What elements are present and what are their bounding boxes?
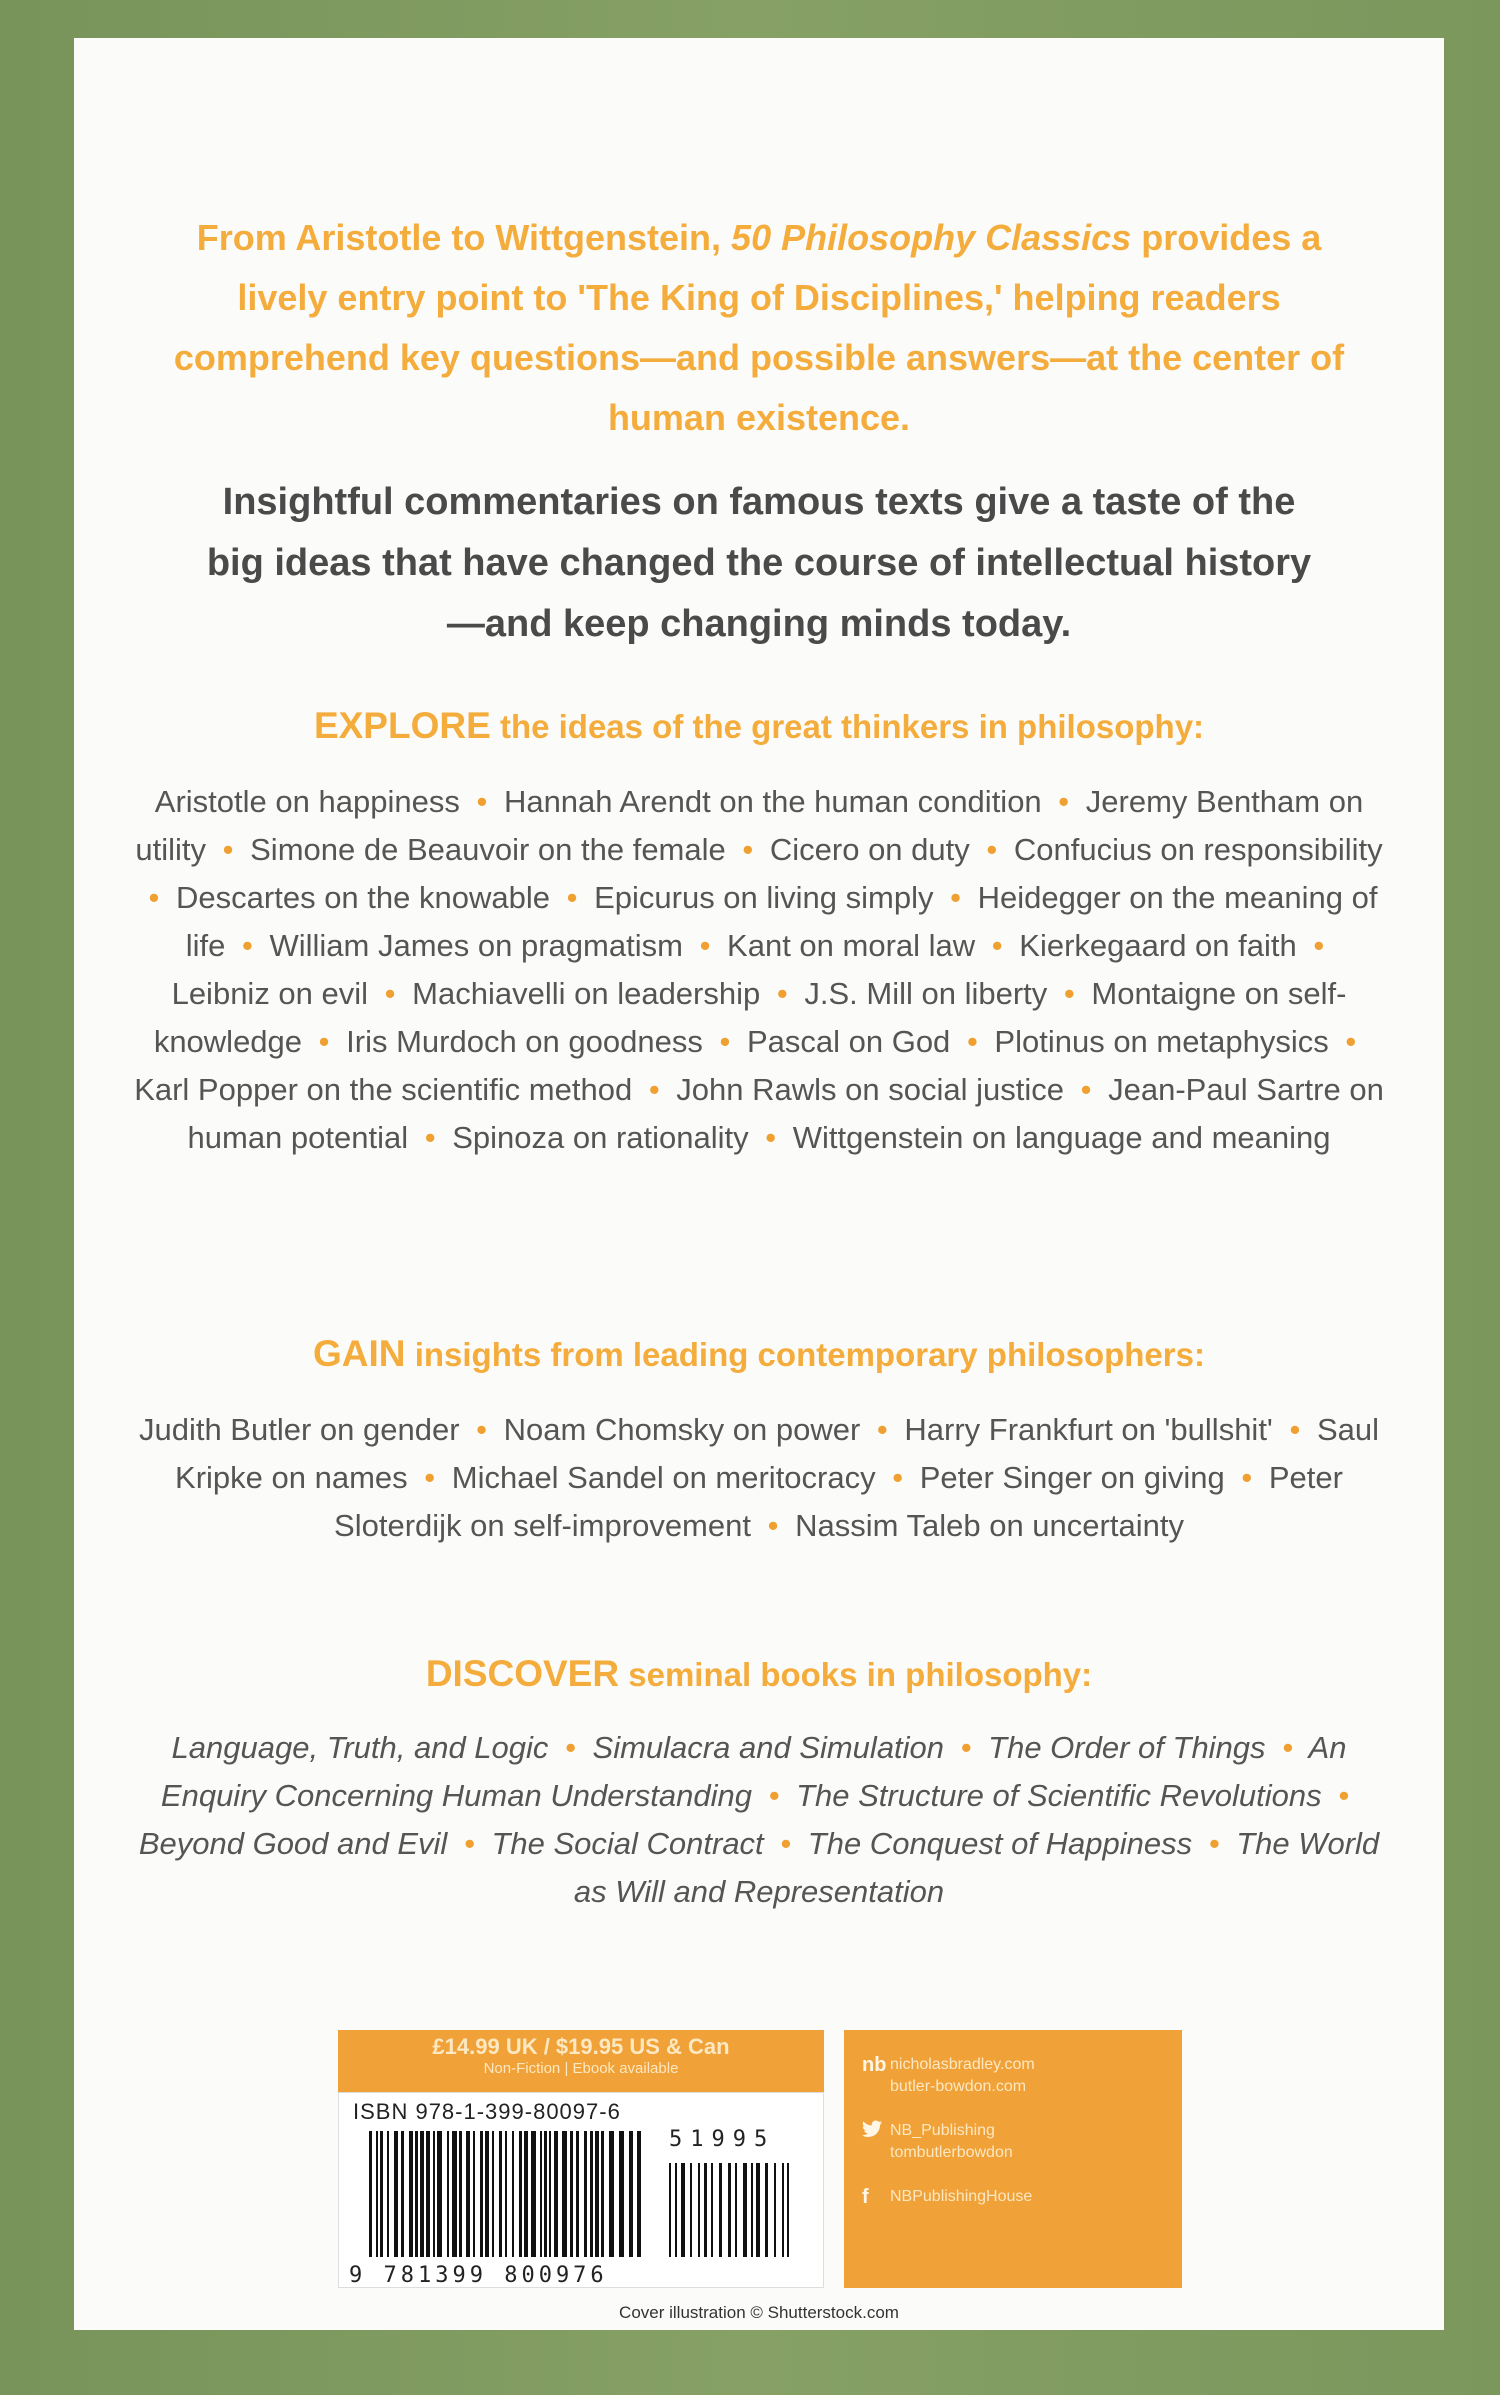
bullet-separator: • <box>742 832 754 867</box>
gain-keyword: GAIN <box>313 1333 406 1374</box>
barcode-addon-bar <box>681 2163 685 2257</box>
bullet-separator: • <box>699 928 711 963</box>
bullet-separator: • <box>719 1024 731 1059</box>
barcode-area <box>338 2092 824 2288</box>
discover-list <box>134 1724 1384 1916</box>
barcode-bar <box>466 2131 470 2257</box>
barcode-bar <box>576 2131 579 2257</box>
gain-heading <box>74 1332 1444 1377</box>
barcode-bar <box>380 2131 383 2257</box>
barcode-bar <box>544 2131 547 2257</box>
gain-list <box>134 1406 1384 1550</box>
list-item: Hannah Arendt on the human condition <box>503 784 1042 819</box>
list-item: William James on pragmatism <box>269 928 683 963</box>
bullet-separator: • <box>1208 1826 1220 1861</box>
bullet-separator: • <box>476 1412 488 1447</box>
list-item: Michael Sandel on meritocracy <box>451 1460 876 1495</box>
barcode-bar <box>387 2131 389 2257</box>
bullet-separator: • <box>1080 1072 1092 1107</box>
list-item: Kant on moral law <box>727 928 976 963</box>
barcode-addon-bar <box>735 2163 737 2257</box>
facebook-row <box>862 2186 1164 2209</box>
list-item: Aristotle on happiness <box>154 784 460 819</box>
barcode-addon-bar <box>765 2163 768 2257</box>
bullet-separator: • <box>1345 1024 1357 1059</box>
barcode-addon-bar <box>690 2163 692 2257</box>
list-item: Karl Popper on the scientific method <box>134 1072 633 1107</box>
list-item: Language, Truth, and Logic <box>171 1730 549 1765</box>
list-item: The Order of Things <box>988 1730 1266 1765</box>
list-item: Beyond Good and Evil <box>138 1826 448 1861</box>
barcode-bar <box>426 2131 430 2257</box>
discover-keyword: DISCOVER <box>425 1653 620 1694</box>
barcode-bar <box>549 2131 551 2257</box>
barcode-number: 9 781399 800976 <box>349 2263 608 2288</box>
list-item: Simone de Beauvoir on the female <box>250 832 726 867</box>
barcode-bar <box>570 2131 573 2257</box>
bullet-separator: • <box>242 928 253 963</box>
barcode-bar <box>562 2131 567 2257</box>
list-item: Machiavelli on leadership <box>412 976 761 1011</box>
barcode-bar <box>394 2131 398 2257</box>
bullet-separator: • <box>424 1120 436 1155</box>
bullet-separator: • <box>463 1826 475 1861</box>
bullet-separator: • <box>1282 1730 1294 1765</box>
list-item: Harry Frankfurt on 'bullshit' <box>904 1412 1273 1447</box>
barcode-addon-bar <box>774 2163 776 2257</box>
list-item: J.S. Mill on liberty <box>804 976 1048 1011</box>
facebook-page: NBPublishingHouse <box>890 2188 1033 2205</box>
discover-heading-text: seminal books in philosophy: <box>619 1656 1093 1693</box>
bullet-separator: • <box>960 1730 972 1765</box>
website-row <box>862 2054 1164 2098</box>
barcode-addon-number: 51995 <box>669 2127 776 2152</box>
barcode-bar <box>499 2131 502 2257</box>
barcode-bar <box>519 2131 522 2257</box>
barcode-bar <box>401 2131 404 2257</box>
barcode-bar <box>531 2131 536 2257</box>
explore-heading <box>74 704 1444 749</box>
barcode-addon-bar <box>719 2163 722 2257</box>
list-item: Pascal on God <box>746 1024 951 1059</box>
barcode-addon-bar <box>751 2163 753 2257</box>
barcode-bar <box>369 2131 372 2257</box>
list-item: Montaigne on self-knowledge <box>153 976 1347 1059</box>
barcode-addon-bar <box>728 2163 731 2257</box>
bullet-separator: • <box>566 880 578 915</box>
twitter-row <box>862 2120 1164 2164</box>
barcode-bar <box>505 2131 507 2257</box>
price: £14.99 UK / $19.95 US & Can <box>432 2034 730 2059</box>
list-item: Epicurus on living simply <box>594 880 934 915</box>
list-item: Descartes on the knowable <box>176 880 550 915</box>
bullet-separator: • <box>966 1024 978 1059</box>
list-item: Peter Sloterdijk on self-improvement <box>334 1460 1343 1543</box>
barcode-bar <box>492 2131 494 2257</box>
list-item: Jean-Paul Sartre on human potential <box>187 1072 1384 1155</box>
list-item: Simulacra and Simulation <box>592 1730 945 1765</box>
barcode-bar <box>415 2131 418 2257</box>
bullet-separator: • <box>765 1120 777 1155</box>
bullet-separator: • <box>1241 1460 1253 1495</box>
list-item: The Social Contract <box>491 1826 764 1861</box>
category: Non-Fiction | Ebook available <box>483 2060 679 2077</box>
barcode-bar <box>554 2131 558 2257</box>
list-item: The Structure of Scientific Revolutions <box>796 1778 1322 1813</box>
bullet-separator: • <box>892 1460 904 1495</box>
list-item: Kierkegaard on faith <box>1019 928 1297 963</box>
summary-text: Insightful commentaries on famous texts give a taste of the big ideas that have changed the course of intellectual history—and keep changing minds today. <box>206 481 1312 645</box>
list-item: Plotinus on metaphysics <box>994 1024 1329 1059</box>
twitter-icon <box>862 2120 890 2164</box>
website-icon: nb <box>862 2054 887 2076</box>
list-item: Iris Murdoch on goodness <box>346 1024 703 1059</box>
barcode-bar <box>524 2131 528 2257</box>
list-item: John Rawls on social justice <box>676 1072 1064 1107</box>
barcode-addon-bar <box>743 2163 747 2257</box>
cover-panel <box>74 38 1444 2330</box>
bullet-separator: • <box>648 1072 660 1107</box>
bullet-separator: • <box>876 1412 888 1447</box>
bullet-separator: • <box>768 1778 780 1813</box>
list-item: Noam Chomsky on power <box>503 1412 861 1447</box>
barcode-bar <box>447 2131 449 2257</box>
list-item: The Conquest of Happiness <box>807 1826 1193 1861</box>
intro-pre: From Aristotle to Wittgenstein, <box>196 217 732 258</box>
bullet-separator: • <box>1063 976 1075 1011</box>
bullet-separator: • <box>318 1024 330 1059</box>
barcode-bar <box>376 2131 378 2257</box>
website-2: butler-bowdon.com <box>890 2078 1027 2095</box>
barcode-bar <box>452 2131 457 2257</box>
bullet-separator: • <box>1338 1778 1350 1813</box>
isbn-label: ISBN 978-1-399-80097-6 <box>353 2099 621 2124</box>
gain-heading-text: insights from leading contemporary philosophers: <box>405 1336 1205 1373</box>
list-item: An Enquiry Concerning Human Understanding <box>160 1730 1347 1813</box>
barcode-bar <box>609 2131 614 2257</box>
intro-post: provides a lively entry point to 'The King of Disciplines,' helping readers comprehend key questions—and possible answers—at the center of human existence. <box>173 217 1345 438</box>
explore-heading-text: the ideas of the great thinkers in philosophy: <box>490 708 1205 745</box>
list-item: Heidegger on the meaning of life <box>185 880 1378 963</box>
barcode-addon-bar <box>669 2163 671 2257</box>
explore-keyword: EXPLORE <box>313 705 491 746</box>
barcode-bar <box>512 2131 514 2257</box>
list-item: Confucius on responsibility <box>1013 832 1383 867</box>
barcode-bar <box>601 2131 604 2257</box>
list-item: Jeremy Bentham on utility <box>135 784 1364 867</box>
list-item: The World as Will and Representation <box>573 1826 1380 1909</box>
list-item: Peter Singer on giving <box>919 1460 1225 1495</box>
barcode-bar <box>619 2131 624 2257</box>
bullet-separator: • <box>950 880 961 915</box>
barcode-bar <box>637 2131 641 2257</box>
bullet-separator: • <box>986 832 998 867</box>
barcode-addon-bar <box>756 2163 760 2257</box>
barcode-bar <box>595 2131 599 2257</box>
barcode-bar <box>629 2131 633 2257</box>
list-item: Spinoza on rationality <box>452 1120 749 1155</box>
barcode-bar <box>433 2131 435 2257</box>
list-item: Saul Kripke on names <box>175 1412 1380 1495</box>
bullet-separator: • <box>222 832 234 867</box>
bullet-separator: • <box>148 880 160 915</box>
list-item: Nassim Taleb on uncertainty <box>795 1508 1184 1543</box>
bullet-separator: • <box>1058 784 1070 819</box>
barcode-bar <box>420 2131 424 2257</box>
bullet-separator: • <box>384 976 396 1011</box>
bullet-separator: • <box>476 784 488 819</box>
bullet-separator: • <box>780 1826 792 1861</box>
barcode-bar <box>485 2131 489 2257</box>
bullet-separator: • <box>767 1508 779 1543</box>
publisher-contact-box <box>844 2030 1182 2288</box>
barcode-bar <box>409 2131 413 2257</box>
bullet-separator: • <box>565 1730 576 1765</box>
barcode-bar <box>480 2131 483 2257</box>
barcode-addon-bar <box>698 2163 700 2257</box>
barcode-addon-bar <box>675 2163 677 2257</box>
barcode-bar <box>437 2131 442 2257</box>
facebook-icon: f <box>862 2186 869 2208</box>
cover-credit: Cover illustration © Shutterstock.com <box>619 2303 899 2322</box>
bullet-separator: • <box>991 928 1003 963</box>
barcode-addon-bar <box>704 2163 707 2257</box>
website-1: nicholasbradley.com <box>890 2056 1035 2073</box>
book-title: 50 Philosophy Classics <box>731 217 1132 258</box>
barcode-bar <box>473 2131 475 2257</box>
bullet-separator: • <box>776 976 788 1011</box>
barcode-addon-bar <box>711 2163 713 2257</box>
list-item: Cicero on duty <box>769 832 970 867</box>
price-box <box>338 2030 824 2092</box>
bullet-separator: • <box>1313 928 1325 963</box>
list-item: Leibniz on evil <box>171 976 369 1011</box>
bullet-separator: • <box>424 1460 436 1495</box>
barcode-bar <box>459 2131 462 2257</box>
twitter-1: NB_Publishing <box>890 2122 995 2139</box>
twitter-2: tombutlerbowdon <box>890 2144 1013 2161</box>
barcode-bar <box>540 2131 542 2257</box>
explore-list <box>134 778 1384 1162</box>
barcode-bar <box>584 2131 587 2257</box>
list-item: Judith Butler on gender <box>138 1412 460 1447</box>
barcode-bar <box>590 2131 593 2257</box>
barcode-addon-bar <box>787 2163 789 2257</box>
discover-heading <box>74 1652 1444 1697</box>
list-item: Wittgenstein on language and meaning <box>792 1120 1331 1155</box>
barcode-addon-bar <box>782 2163 784 2257</box>
intro-blurb <box>164 208 1354 448</box>
bullet-separator: • <box>1289 1412 1301 1447</box>
